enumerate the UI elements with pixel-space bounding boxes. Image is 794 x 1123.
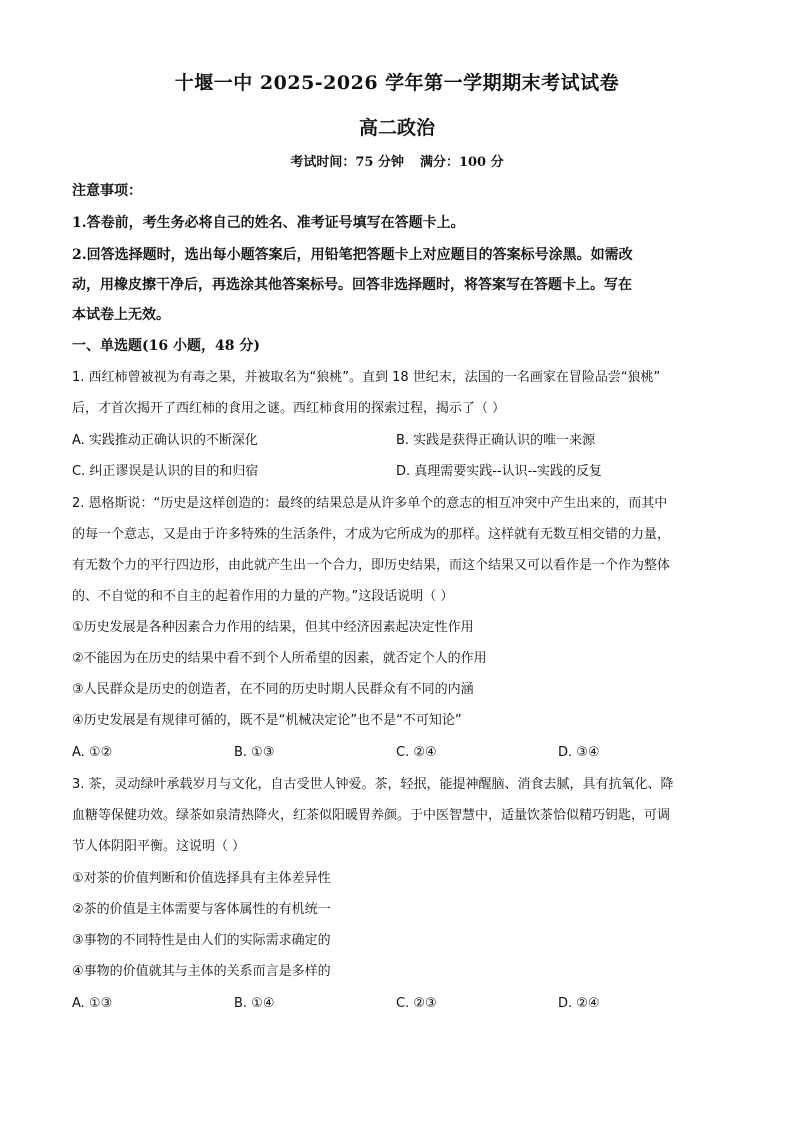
question-1-option-d: D. 真理需要实践--认识--实践的反复 bbox=[396, 464, 603, 479]
notice-item-2-line-3: 本试卷上无效。 bbox=[72, 307, 170, 323]
question-2-option-b: B. ①③ bbox=[234, 745, 275, 760]
question-3-option-d: D. ②④ bbox=[558, 996, 600, 1011]
question-3-line-3: 节人体阴阳平衡。这说明（ ） bbox=[72, 839, 246, 854]
exam-subject: 高二政治 bbox=[358, 117, 435, 139]
question-1-option-a: A. 实践推动正确认识的不断深化 bbox=[72, 433, 258, 448]
question-2-item-2: ②不能因为在历史的结果中看不到个人所希望的因素，就否定个人的作用 bbox=[72, 651, 487, 666]
question-3-option-c: C. ②③ bbox=[396, 996, 437, 1011]
question-2-option-c: C. ②④ bbox=[396, 745, 437, 760]
question-3-option-a: A. ①③ bbox=[72, 996, 113, 1011]
notice-item-1: 1.答卷前，考生务必将自己的姓名、准考证号填写在答题卡上。 bbox=[72, 215, 465, 231]
question-2-item-3: ③人民群众是历史的创造者，在不同的历史时期人民群众有不同的内涵 bbox=[72, 682, 474, 697]
exam-score: 满分：100 分 bbox=[419, 155, 504, 170]
question-3-item-1: ①对茶的价值判断和价值选择具有主体差异性 bbox=[72, 871, 331, 886]
question-2-option-a: A. ①② bbox=[72, 745, 113, 760]
question-1-line-1: 1. 西红柿曾被视为有毒之果，并被取名为“狼桃”。直到 18 世纪末，法国的一名画家在冒险品尝“狼桃” bbox=[72, 370, 661, 385]
exam-meta bbox=[0, 151, 794, 170]
question-3-line-1: 3. 茶，灵动绿叶承载岁月与文化，自古受世人钟爱。茶，轻抿，能提神醒脑、消食去腻，具有抗氧化、降 bbox=[72, 777, 674, 792]
question-3-option-b: B. ①④ bbox=[234, 996, 275, 1011]
question-2-line-4: 的、不自觉的和不自主的起着作用的力量的产物。”这段话说明（ ） bbox=[72, 589, 454, 604]
question-2-line-2: 的每一个意志，又是由于许多特殊的生活条件，才成为它所成为的那样。这样就有无数互相交错的力量， bbox=[72, 527, 671, 542]
question-3-line-2: 血糖等保健功效。绿茶如泉清热降火，红茶似阳暖胃养颜。于中医智慧中，适量饮茶恰似精巧钥匙，可调 bbox=[72, 808, 671, 823]
notice-heading: 注意事项： bbox=[72, 183, 142, 199]
question-2-line-1: 2. 恩格斯说：“历史是这样创造的：最终的结果总是从许多单个的意志的相互冲突中产生出来的，而其中 bbox=[72, 496, 668, 511]
question-3-item-3: ③事物的不同特性是由人们的实际需求确定的 bbox=[72, 933, 331, 948]
question-2-item-1: ①历史发展是各种因素合力作用的结果，但其中经济因素起决定性作用 bbox=[72, 620, 474, 635]
question-2-item-4: ④历史发展是有规律可循的，既不是“机械决定论”也不是“不可知论” bbox=[72, 713, 462, 728]
exam-time: 考试时间：75 分钟 bbox=[290, 155, 404, 170]
question-1-option-c: C. 纠正谬误是认识的目的和归宿 bbox=[72, 464, 259, 479]
question-2-line-3: 有无数个力的平行四边形，由此就产生出一个合力，即历史结果，而这个结果又可以看作是一个作为整体 bbox=[72, 558, 671, 573]
exam-title: 十堰一中 2025-2026 学年第一学期期末考试试卷 bbox=[174, 72, 620, 94]
notice-item-2-line-2: 动，用橡皮擦干净后，再选涂其他答案标号。回答非选择题时，将答案写在答题卡上。写在 bbox=[72, 277, 632, 293]
question-3-item-2: ②茶的价值是主体需要与客体属性的有机统一 bbox=[72, 902, 331, 917]
section-title: 一、单选题(16 小题，48 分) bbox=[72, 338, 260, 354]
question-3-item-4: ④事物的价值就其与主体的关系而言是多样的 bbox=[72, 964, 331, 979]
question-1-line-2: 后，才首次揭开了西红柿的食用之谜。西红柿食用的探索过程，揭示了（ ） bbox=[72, 401, 506, 416]
notice-item-2-line-1: 2.回答选择题时，选出每小题答案后，用铅笔把答题卡上对应题目的答案标号涂黑。如需改 bbox=[72, 247, 633, 263]
question-1-option-b: B. 实践是获得正确认识的唯一来源 bbox=[396, 433, 596, 448]
question-2-option-d: D. ③④ bbox=[558, 745, 600, 760]
